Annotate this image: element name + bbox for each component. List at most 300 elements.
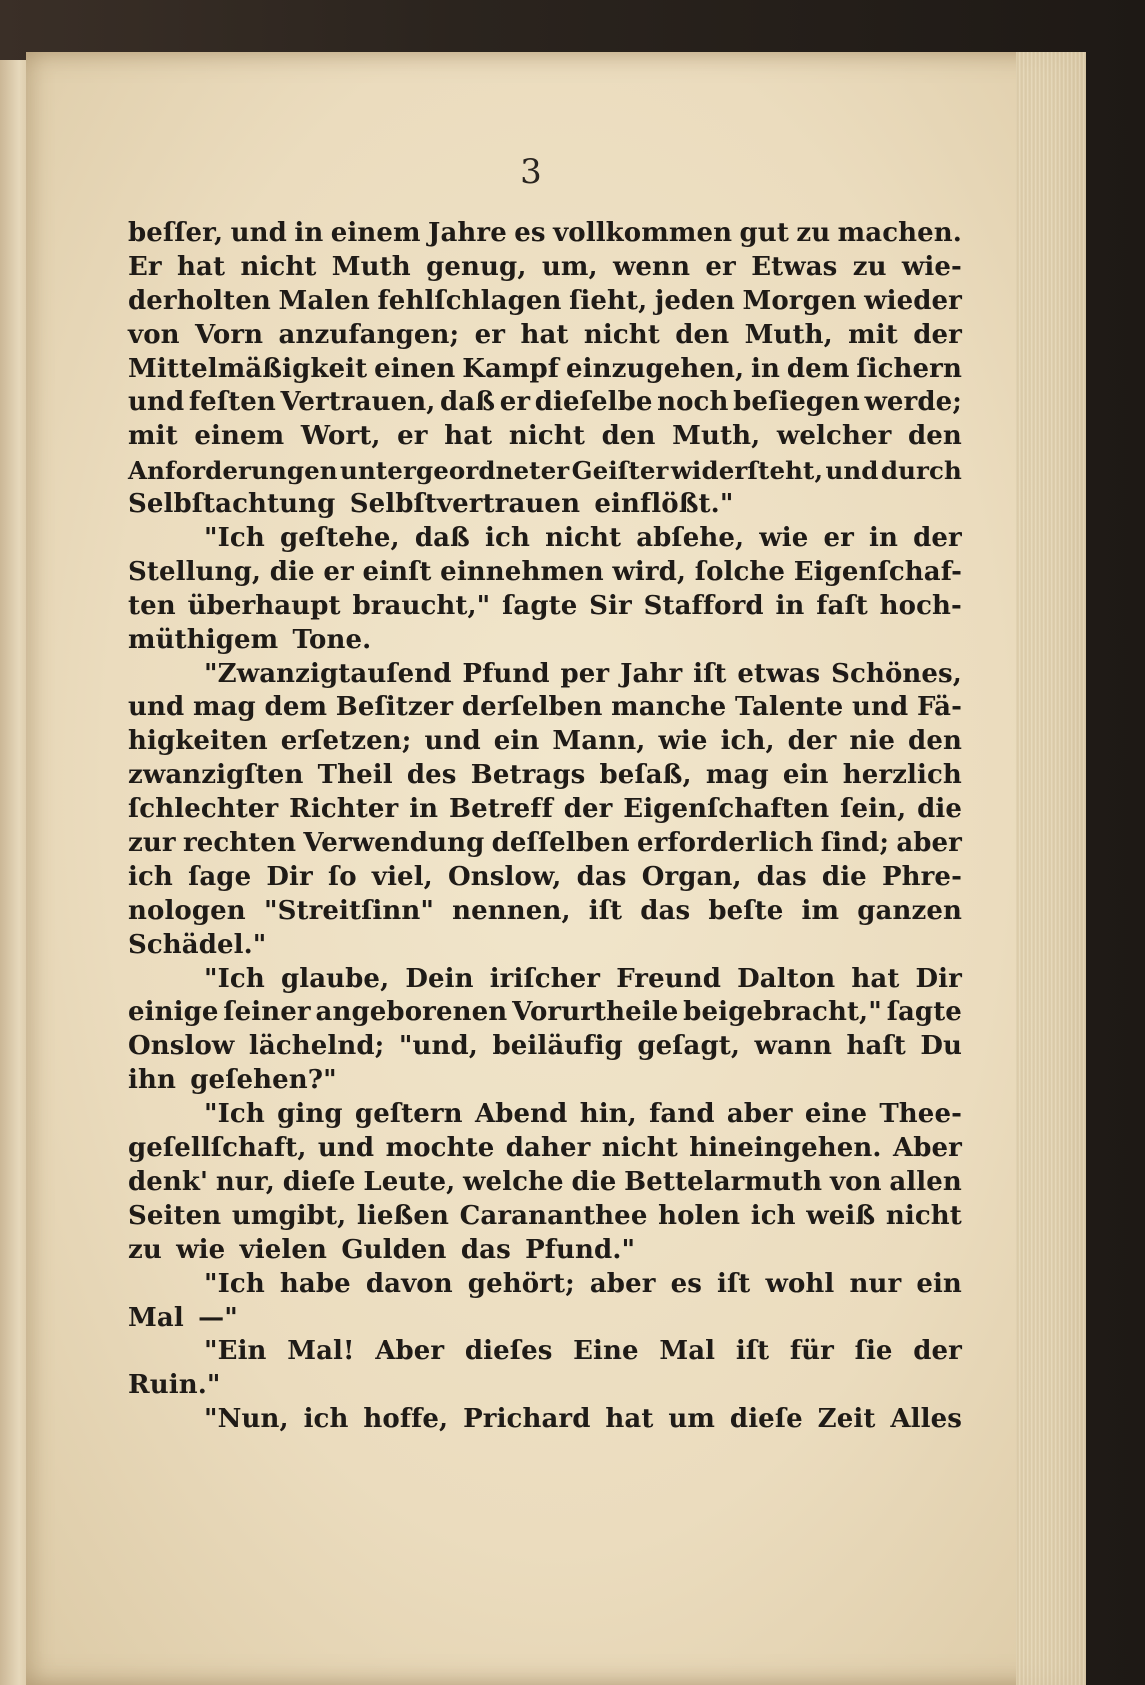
word: widerſteht, [670, 456, 824, 486]
word: hat [605, 1404, 654, 1435]
word: geſtehe, [279, 523, 400, 554]
word: und [825, 456, 879, 486]
word: dieſe [729, 1404, 803, 1435]
word: iſt [735, 1336, 770, 1367]
word: Seiten [128, 1200, 222, 1231]
word: ſagte [502, 590, 578, 621]
word: Sir [589, 590, 632, 621]
word: er [705, 251, 736, 282]
word: Dir [266, 861, 313, 892]
word: hat [444, 421, 493, 452]
word: erſetzen; [280, 726, 412, 757]
word: und [852, 692, 909, 723]
word: "Ich [204, 963, 265, 994]
word: der [913, 1336, 962, 1367]
word: hin, [579, 1099, 637, 1130]
word: das [640, 895, 691, 926]
word: geſtern [354, 1099, 463, 1130]
word: umgibt, [231, 1200, 347, 1231]
word: rechten [182, 828, 297, 859]
word: weiß [806, 1200, 876, 1231]
text-line [128, 454, 962, 488]
word: Dalton [737, 963, 836, 994]
word: daher [505, 1133, 591, 1164]
word: dieſes [464, 1336, 553, 1367]
word: Selbſtachtung [128, 489, 336, 520]
word: Betrags [470, 760, 586, 791]
word: Geiſter [571, 456, 669, 486]
word: Pfund [462, 658, 550, 689]
word: glaube, [280, 963, 390, 994]
word: Jahre [428, 218, 507, 248]
word: braucht," [352, 590, 491, 621]
word: Aber [375, 1336, 445, 1367]
word: für [789, 1336, 834, 1367]
word: Anforderungen [128, 456, 338, 486]
word: feſten [188, 387, 276, 418]
text-line [128, 1403, 962, 1437]
word: ging [277, 1099, 343, 1130]
word: geſagt, [637, 1031, 741, 1062]
word: machen. [837, 218, 962, 248]
text-line [128, 861, 962, 895]
word: "Streitſinn" [263, 895, 435, 926]
word: "Zwanzigtauſend [204, 658, 452, 689]
word: manche [611, 692, 727, 723]
text-line [128, 420, 962, 454]
word: genug, [426, 251, 527, 282]
word: Betreff [449, 794, 553, 825]
word: Mal! [287, 1336, 355, 1367]
word: Malen [278, 285, 370, 316]
word: ſeiner [223, 997, 311, 1028]
word: Schädel." [128, 929, 267, 960]
word: Dir [915, 963, 962, 994]
word: Zeit [817, 1404, 876, 1435]
word: Vorn [195, 319, 264, 350]
page-number: 3 [520, 152, 542, 192]
word: mit [128, 421, 178, 452]
word: ſagte [886, 997, 962, 1028]
word: "und, [398, 1031, 478, 1062]
word: geſehen?" [190, 1065, 337, 1096]
word: noch [657, 387, 729, 418]
text-line [128, 1335, 962, 1369]
text-line [128, 1030, 962, 1064]
text-line [128, 522, 962, 556]
word: iſt [588, 895, 623, 926]
word: den [601, 421, 656, 452]
word: Schönes, [831, 658, 962, 689]
word: nur, [215, 1166, 275, 1197]
word: higkeiten [128, 726, 268, 757]
word: es [670, 1268, 702, 1299]
word: fehlſchlagen [377, 285, 562, 316]
word: durch [880, 456, 962, 486]
text-line [128, 691, 962, 725]
word: Ruin." [128, 1370, 221, 1401]
word: Pfund." [525, 1234, 636, 1265]
word: Thee- [879, 1099, 962, 1130]
word: iſt [717, 1268, 751, 1299]
word: geſellſchaft, [128, 1133, 307, 1164]
text-line [128, 1302, 962, 1336]
word: jeden [654, 285, 735, 316]
word: Vorurtheile [512, 997, 679, 1028]
word: ſichern [856, 353, 962, 384]
text-line [128, 1064, 962, 1098]
word: lächelnd; [248, 1031, 385, 1062]
word: einflößt." [594, 489, 734, 520]
word: Selbſtvertrauen [349, 489, 581, 520]
word: und [230, 218, 287, 248]
word: und [424, 726, 481, 757]
word: welche [463, 1166, 564, 1197]
word: Fä- [917, 692, 962, 723]
word: Phre- [881, 861, 962, 892]
word: beiläufig [492, 1031, 623, 1062]
word: nicht [508, 421, 585, 452]
word: ſolche [694, 556, 786, 587]
word: hat [520, 319, 569, 350]
word: —" [198, 1302, 238, 1333]
word: Du [920, 1031, 962, 1062]
word: daß [440, 387, 496, 418]
word: beſſer, [128, 218, 224, 248]
word: ihn [128, 1065, 176, 1096]
word: der [913, 523, 962, 554]
word: "Ich [204, 1268, 265, 1299]
word: ein [782, 760, 829, 791]
word: den [675, 319, 730, 350]
word: den [908, 726, 962, 757]
word: hoffe, [363, 1404, 449, 1435]
word: und [317, 1133, 375, 1164]
word: in [409, 794, 439, 825]
word: Jahr [620, 658, 683, 689]
text-line [128, 488, 962, 522]
word: die [821, 861, 867, 892]
text-line [128, 963, 962, 997]
word: erforderlich [636, 828, 814, 859]
word: dem [264, 692, 328, 723]
word: den [908, 421, 962, 452]
word: des [406, 760, 457, 791]
word: beſte [708, 895, 784, 926]
text-line [128, 386, 962, 420]
word: ich [303, 1404, 349, 1435]
text-line [128, 1132, 962, 1166]
word: ich [485, 523, 530, 554]
word: aber [589, 1268, 656, 1299]
word: wie [176, 1234, 226, 1265]
word: werde; [864, 387, 962, 418]
word: iriſcher [489, 963, 601, 994]
word: zwanzigſten [128, 760, 304, 791]
word: müthigem [128, 624, 279, 655]
word: mit [848, 319, 898, 350]
word: haſt [846, 1031, 906, 1062]
word: fand [649, 1099, 715, 1130]
text-line [128, 996, 962, 1030]
word: die [269, 556, 315, 587]
word: "Nun, [204, 1404, 289, 1435]
word: einſt [362, 556, 432, 587]
word: wenn [612, 251, 691, 282]
word: herzlich [842, 760, 962, 791]
text-line [128, 1369, 962, 1403]
word: und [128, 387, 185, 418]
word: beſiegen [733, 387, 860, 418]
word: Prichard [463, 1404, 591, 1435]
word: angeborenen [315, 997, 508, 1028]
word: nicht [583, 319, 660, 350]
word: etwas [737, 658, 821, 689]
word: Mal [659, 1336, 716, 1367]
word: gehört; [467, 1268, 575, 1299]
word: Vertrauen, [280, 387, 436, 418]
word: ſage [188, 861, 252, 892]
word: ſo [327, 861, 357, 892]
word: Muth, [744, 319, 833, 350]
word: in [294, 218, 324, 248]
text-line [128, 285, 962, 319]
word: Abend [474, 1099, 568, 1130]
book-page [26, 52, 1086, 1685]
word: in [869, 523, 899, 554]
word: beſaß, [599, 760, 692, 791]
text-line [128, 251, 962, 285]
word: faſt [816, 590, 868, 621]
word: nie [849, 726, 896, 757]
word: in [775, 590, 805, 621]
word: holen [658, 1200, 741, 1231]
word: allen [889, 1166, 962, 1197]
word: einem [194, 421, 285, 452]
word: ließen [356, 1200, 450, 1231]
word: hat [851, 963, 900, 994]
word: nicht [601, 1133, 678, 1164]
word: wohl [765, 1268, 835, 1299]
word: Mann, [552, 726, 646, 757]
word: untergeordneter [340, 456, 570, 486]
word: ſchlechter [128, 794, 279, 825]
word: wie [759, 523, 809, 554]
word: "Ein [204, 1336, 267, 1367]
word: Aber [892, 1133, 962, 1164]
word: zu [796, 218, 831, 248]
word: Mittelmäßigkeit [128, 353, 368, 384]
word: Eigenſchaften [623, 794, 830, 825]
word: zu [852, 251, 887, 282]
word: das [756, 861, 807, 892]
word: Etwas [751, 251, 838, 282]
word: ich [750, 1200, 796, 1231]
text-line [128, 217, 962, 251]
word: zur [128, 828, 176, 859]
word: überhaupt [187, 590, 341, 621]
word: er [474, 319, 506, 350]
word: Dein [405, 963, 474, 994]
word: vollkommen [553, 218, 733, 248]
word: per [560, 658, 610, 689]
word: Stafford [643, 590, 764, 621]
word: hoch- [879, 590, 962, 621]
word: ſieht, [569, 285, 648, 316]
word: in [751, 353, 781, 384]
word: Bettelarmuth [624, 1166, 823, 1197]
word: Onslow, [448, 861, 562, 892]
word: wann [754, 1031, 832, 1062]
word: mag [193, 692, 256, 723]
word: es [514, 218, 546, 248]
word: der [913, 319, 962, 350]
word: davon [365, 1268, 453, 1299]
text-line [128, 590, 962, 624]
word: beigebracht," [683, 997, 882, 1028]
word: einige [128, 997, 219, 1028]
text-line [128, 1268, 962, 1302]
word: zu [128, 1234, 162, 1265]
word: nologen [128, 895, 246, 926]
word: Er [128, 251, 162, 282]
word: Carananthee [459, 1200, 648, 1231]
word: von [128, 319, 180, 350]
text-line [128, 1200, 962, 1234]
word: wieder [864, 285, 962, 316]
word: die [571, 1166, 617, 1197]
word: vielen [239, 1234, 328, 1265]
word: ein [916, 1268, 962, 1299]
word: nicht [240, 251, 317, 282]
text-line [128, 759, 962, 793]
word: einen [374, 353, 456, 384]
word: das [576, 861, 627, 892]
word: ich, [720, 726, 775, 757]
word: dem [786, 353, 850, 384]
word: daß [414, 523, 470, 554]
text-line [128, 556, 962, 590]
word: Mal [128, 1302, 184, 1333]
word: Organ, [641, 861, 742, 892]
text-line [128, 319, 962, 353]
word: Theil [317, 760, 393, 791]
word: er [823, 523, 854, 554]
word: er [323, 556, 354, 587]
text-line [128, 895, 962, 929]
word: mag [705, 760, 769, 791]
word: aber [726, 1099, 793, 1130]
word: nicht [885, 1200, 962, 1231]
word: Eine [573, 1336, 639, 1367]
word: Gulden [341, 1234, 447, 1265]
word: Tone. [292, 624, 372, 655]
word: Morgen [742, 285, 857, 316]
word: dieſe [282, 1166, 356, 1197]
word: anzufangen; [278, 319, 460, 350]
word: mochte [385, 1133, 495, 1164]
word: wie- [901, 251, 962, 282]
text-line [128, 1098, 962, 1132]
word: viel, [371, 861, 433, 892]
word: ten [128, 590, 176, 621]
word: er [499, 387, 531, 418]
word: derſelben [461, 692, 603, 723]
word: nennen, [452, 895, 571, 926]
word: Stellung, [128, 556, 262, 587]
word: abſehe, [636, 523, 745, 554]
word: denk' [128, 1166, 209, 1197]
text-line [128, 624, 962, 658]
word: einem [330, 218, 421, 248]
word: "Ich [204, 1099, 265, 1130]
word: nicht [545, 523, 622, 554]
word: ſind; [820, 828, 890, 859]
word: Talente [735, 692, 844, 723]
word: Richter [289, 794, 399, 825]
word: wie [658, 726, 708, 757]
word: habe [279, 1268, 351, 1299]
word: nur [849, 1268, 902, 1299]
text-line [128, 1234, 962, 1268]
word: die [917, 794, 962, 825]
word: und [128, 692, 185, 723]
word: das [460, 1234, 511, 1265]
word: einzugehen, [565, 353, 745, 384]
text-line [128, 353, 962, 387]
word: deſſelben [491, 828, 630, 859]
word: der [787, 726, 837, 757]
word: um [668, 1404, 716, 1435]
word: ganzen [857, 895, 962, 926]
word: wird, [612, 556, 687, 587]
word: ich [128, 861, 173, 892]
text-line [128, 929, 962, 963]
word: Verwendung [303, 828, 485, 859]
text-line [128, 827, 962, 861]
word: Alles [890, 1404, 962, 1435]
word: um, [541, 251, 598, 282]
word: aber [896, 828, 962, 859]
text-line [128, 725, 962, 759]
word: Wort, [300, 421, 381, 452]
word: Leute, [363, 1166, 456, 1197]
text-line [128, 658, 962, 692]
word: Beſitzer [335, 692, 454, 723]
page-text-block [128, 217, 962, 1437]
word: Kampf [462, 353, 560, 384]
word: gut [739, 218, 789, 248]
word: er [397, 421, 428, 452]
word: im [801, 895, 840, 926]
word: Freund [616, 963, 722, 994]
word: dieſelbe [534, 387, 653, 418]
word: eine [804, 1099, 868, 1130]
page-edges-stack [1016, 52, 1086, 1685]
word: ſie [854, 1336, 893, 1367]
word: Onslow [128, 1031, 235, 1062]
word: von [829, 1166, 882, 1197]
word: hineingehen. [689, 1133, 882, 1164]
text-line [128, 1166, 962, 1200]
word: welcher [776, 421, 892, 452]
word: Muth, [672, 421, 761, 452]
word: einnehmen [440, 556, 604, 587]
word: derholten [128, 285, 271, 316]
word: Eigenſchaf- [793, 556, 962, 587]
word: iſt [693, 658, 727, 689]
word: hat [177, 251, 226, 282]
